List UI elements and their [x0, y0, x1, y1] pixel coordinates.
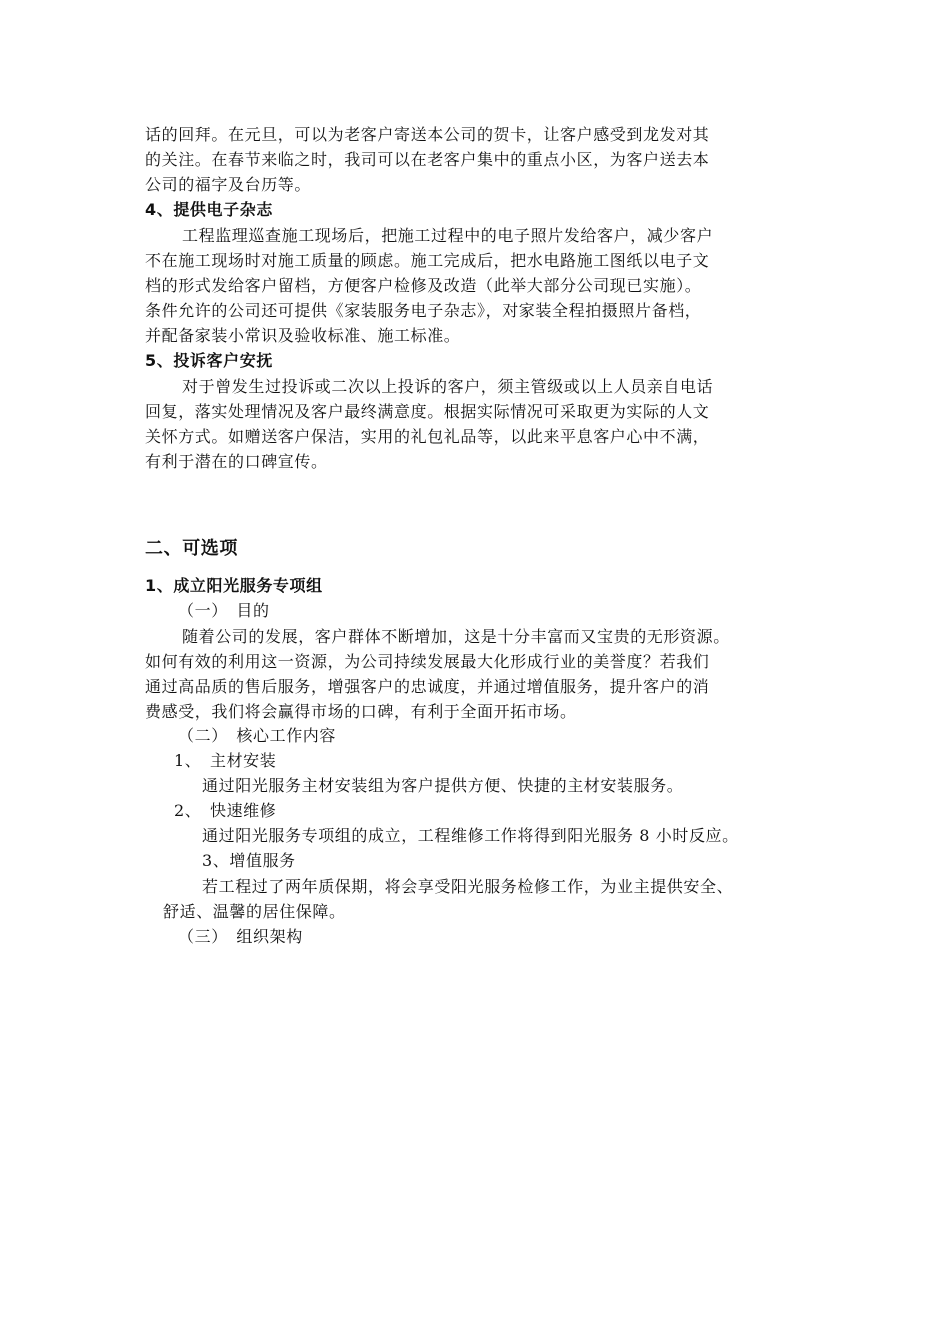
section-title-optional-items: 二、可选项	[145, 538, 238, 559]
list-item-quick-repair: 2、 快速维修	[174, 801, 277, 820]
body-text-line: 档的形式发给客户留档，方便客户检修及改造（此举大部分公司现已实施）。	[145, 276, 702, 295]
body-text-line: 通过阳光服务主材安装组为客户提供方便、快捷的主材安装服务。	[202, 776, 684, 795]
body-text-line: 通过阳光服务专项组的成立，工程维修工作将得到阳光服务 8 小时反应。	[202, 826, 739, 845]
body-text-line: 费感受，我们将会赢得市场的口碑，有利于全面开拓市场。	[145, 702, 577, 721]
heading-sunshine-service-group: 1、成立阳光服务专项组	[145, 576, 323, 595]
body-text-line: 公司的福字及台历等。	[145, 175, 312, 194]
body-text-line: 话的回拜。在元旦，可以为老客户寄送本公司的贺卡，让客户感受到龙发对其	[145, 125, 710, 144]
body-text-line: 通过高品质的售后服务，增强客户的忠诚度，并通过增值服务，提升客户的消	[145, 677, 710, 696]
body-text-line: 条件允许的公司还可提供《家装服务电子杂志》，对家装全程拍摄照片备档，	[145, 301, 702, 320]
subheading-core-work: （二） 核心工作内容	[178, 726, 337, 745]
body-text-line: 舒适、温馨的居住保障。	[163, 902, 346, 921]
body-text-line: 对于曾发生过投诉或二次以上投诉的客户，须主管级或以上人员亲自电话	[182, 377, 714, 396]
heading-provide-e-magazine: 4、提供电子杂志	[145, 200, 273, 219]
body-text-line: 若工程过了两年质保期，将会享受阳光服务检修工作，为业主提供安全、	[202, 877, 734, 896]
body-text-line: 随着公司的发展，客户群体不断增加，这是十分丰富而又宝贵的无形资源。	[182, 627, 730, 646]
subheading-org-structure: （三） 组织架构	[178, 927, 303, 946]
body-text-line: 如何有效的利用这一资源，为公司持续发展最大化形成行业的美誉度？若我们	[145, 652, 710, 671]
body-text-line: 回复，落实处理情况及客户最终满意度。根据实际情况可采取更为实际的人文	[145, 402, 710, 421]
body-text-line: 关怀方式。如赠送客户保洁，实用的礼包礼品等，以此来平息客户心中不满，	[145, 427, 710, 446]
body-text-line: 工程监理巡查施工现场后，把施工过程中的电子照片发给客户，减少客户	[182, 226, 714, 245]
subheading-purpose: （一） 目的	[178, 601, 270, 620]
list-item-value-added-service: 3、增值服务	[202, 851, 296, 870]
body-text-line: 不在施工现场时对施工质量的顾虑。施工完成后，把水电路施工图纸以电子文	[145, 251, 710, 270]
body-text-line: 的关注。在春节来临之时，我司可以在老客户集中的重点小区，为客户送去本	[145, 150, 710, 169]
body-text-line: 有利于潜在的口碑宣传。	[145, 452, 328, 471]
heading-complaint-handling: 5、投诉客户安抚	[145, 351, 273, 370]
list-item-main-material-install: 1、 主材安装	[174, 751, 277, 770]
body-text-line: 并配备家装小常识及验收标准、施工标准。	[145, 326, 461, 345]
